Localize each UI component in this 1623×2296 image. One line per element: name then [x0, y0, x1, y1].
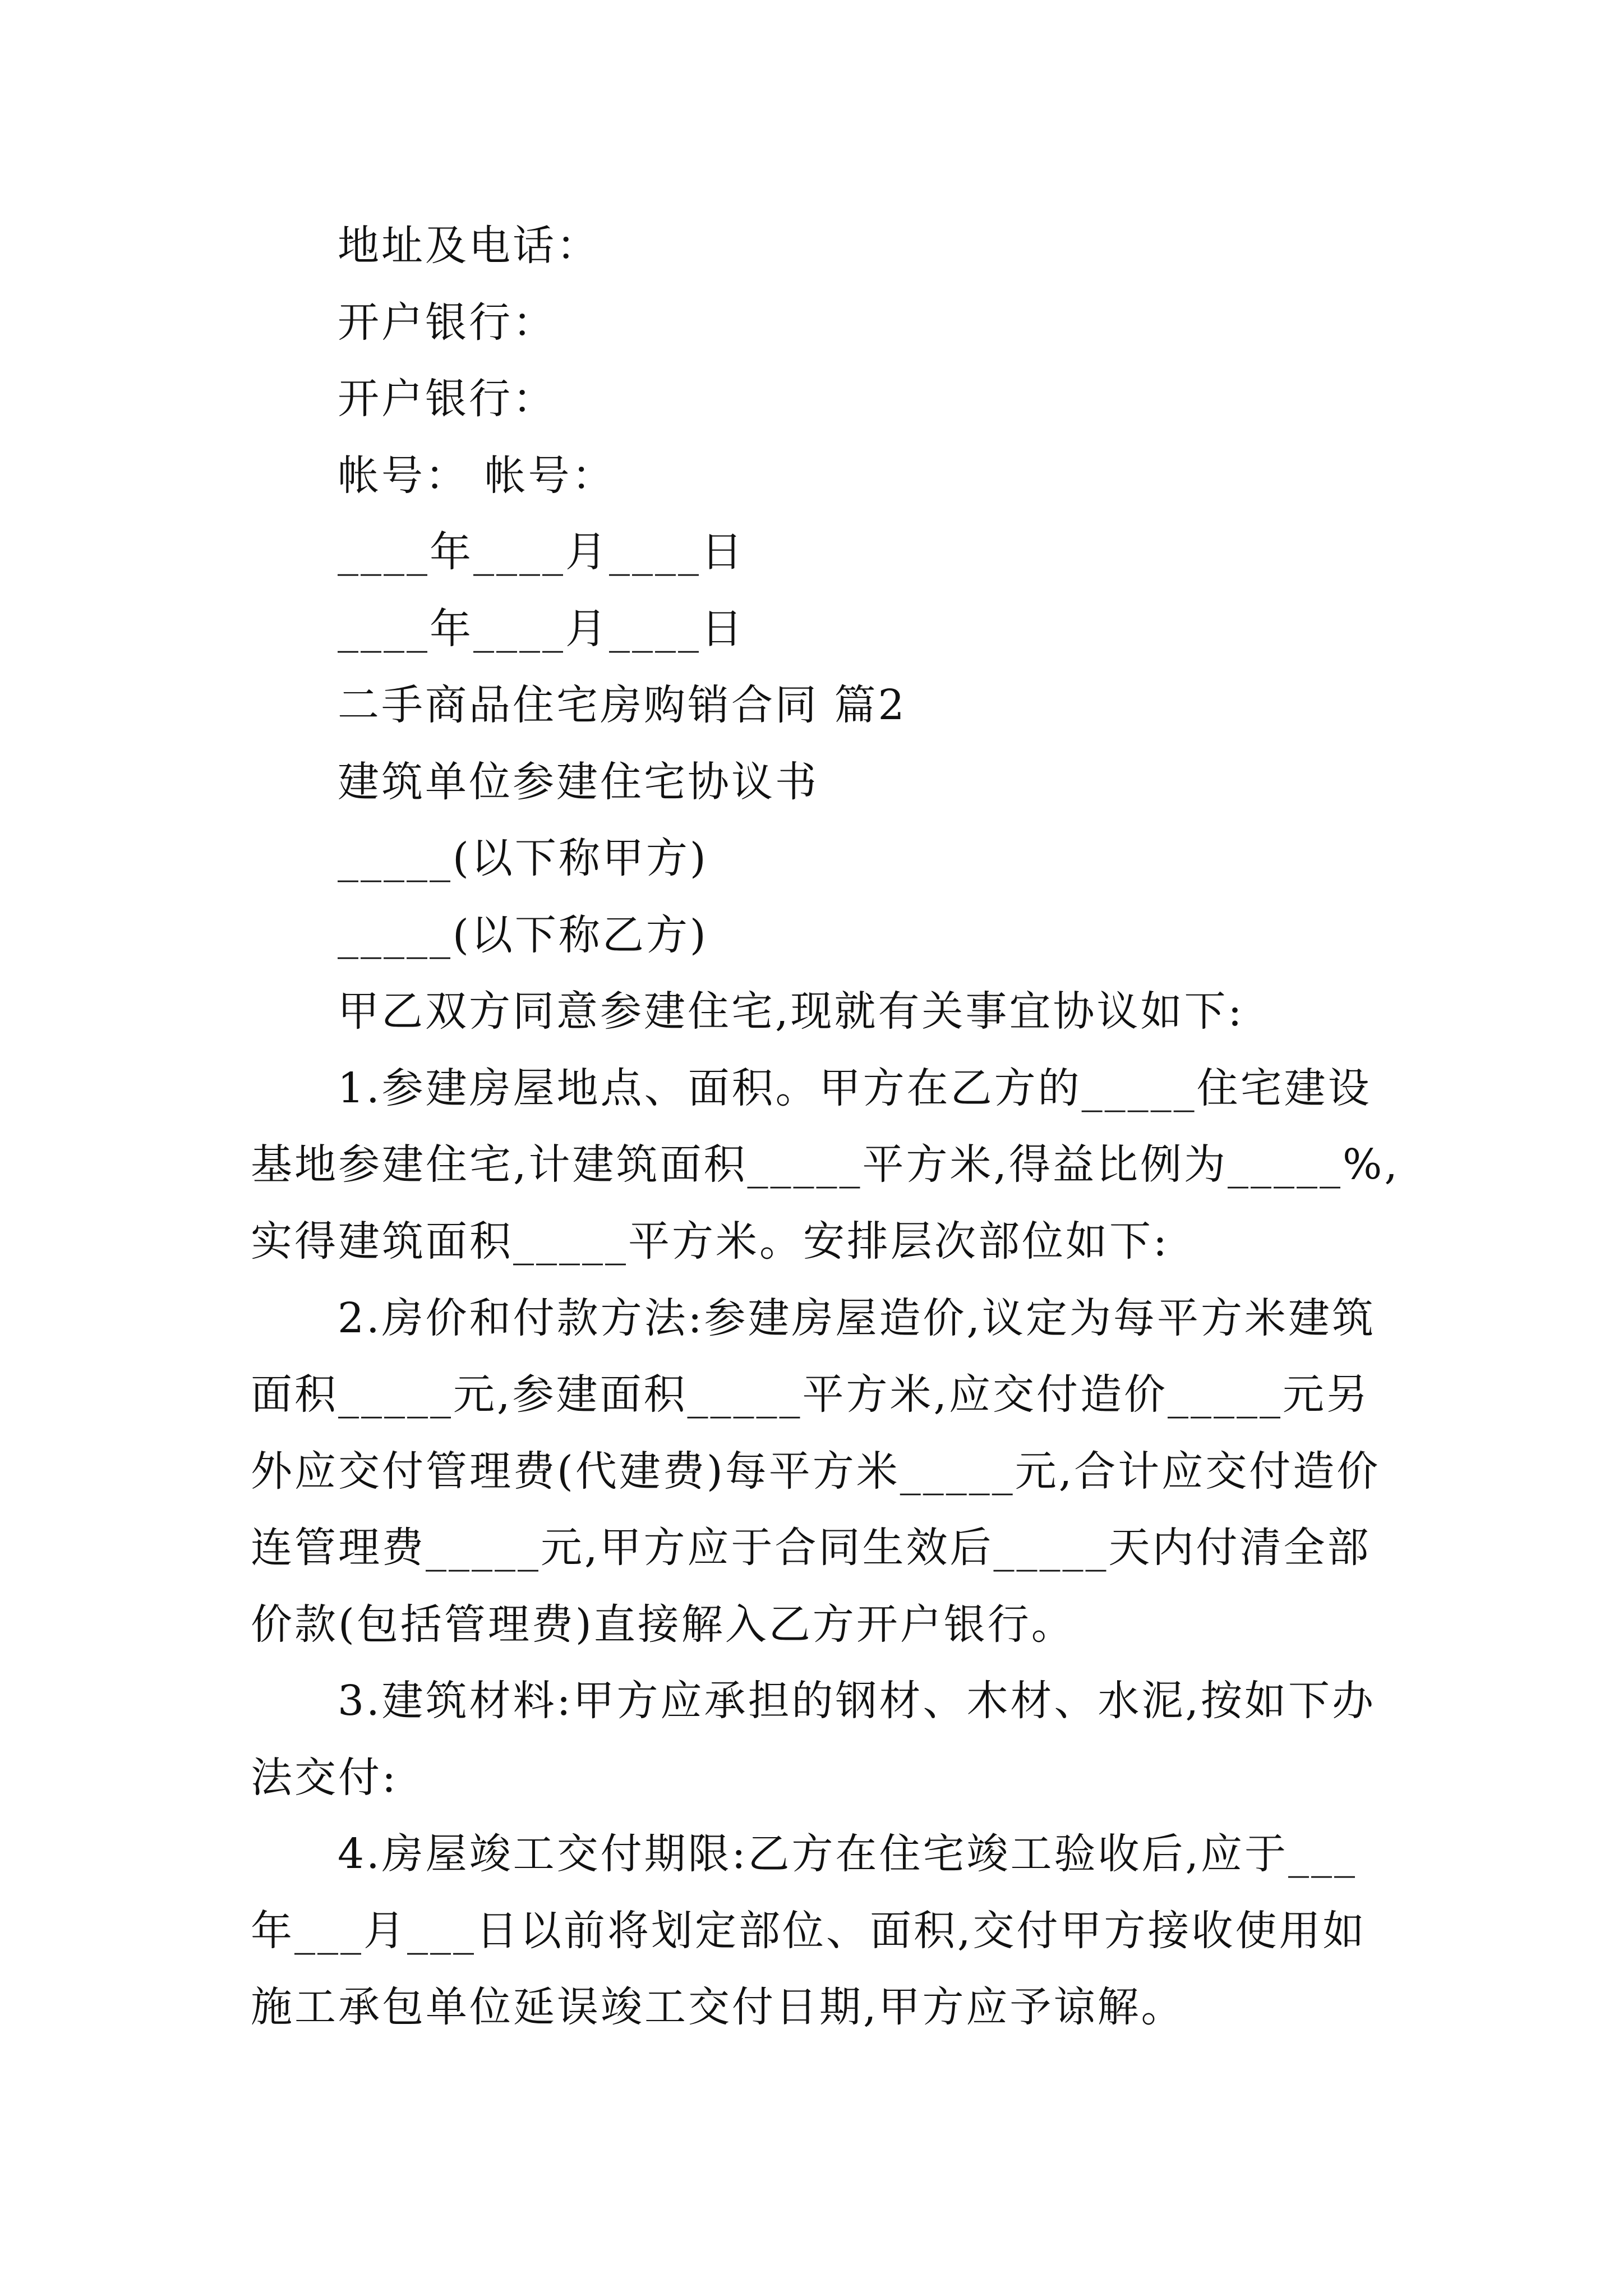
- date-line: ____年____月____日: [338, 605, 745, 653]
- clause-2-line: 连管理费_____元,甲方应于合同生效后_____天内付清全部: [251, 1524, 1371, 1572]
- bank-line: 开户银行：: [338, 375, 556, 423]
- clause-2-line: 外应交付管理费(代建费)每平方米_____元,合计应交付造价: [251, 1447, 1381, 1496]
- clause-1-line: 1.参建房屋地点、面积。甲方在乙方的_____住宅建设: [338, 1064, 1372, 1112]
- clause-1-line: 实得建筑面积_____平方米。安排层次部位如下:: [251, 1217, 1169, 1266]
- clause-4-line: 施工承包单位延误竣工交付日期,甲方应予谅解。: [251, 1983, 1185, 2031]
- clause-4-line: 4.房屋竣工交付期限:乙方在住宅竣工验收后,应于___: [338, 1830, 1358, 1878]
- account-line: 帐号： 帐号：: [338, 452, 616, 500]
- clause-2-line: 面积_____元,参建面积_____平方米,应交付造价_____元另: [251, 1370, 1371, 1419]
- address-phone-line: 地址及电话：: [338, 222, 600, 270]
- clause-4-line: 年___月___日以前将划定部位、面积,交付甲方接收使用如: [251, 1907, 1367, 1955]
- party-a-line: _____(以下称甲方): [338, 834, 708, 882]
- agreement-title: 建筑单位参建住宅协议书: [338, 758, 819, 806]
- bank-line: 开户银行：: [338, 298, 556, 347]
- clause-3-line: 3.建筑材料:甲方应承担的钢材、木材、水泥,按如下办: [338, 1677, 1376, 1725]
- clause-3-line: 法交付:: [251, 1754, 398, 1802]
- date-line: ____年____月____日: [338, 528, 745, 576]
- party-b-line: _____(以下称乙方): [338, 911, 708, 959]
- clause-2-line: 价款(包括管理费)直接解入乙方开户银行。: [251, 1600, 1075, 1649]
- clause-1-line: 基地参建住宅,计建筑面积_____平方米,得益比例为_____%,: [251, 1140, 1400, 1189]
- clause-2-line: 2.房价和付款方法:参建房屋造价,议定为每平方米建筑: [338, 1294, 1376, 1342]
- section-title: 二手商品住宅房购销合同 篇2: [338, 681, 907, 729]
- intro-line: 甲乙双方同意参建住宅,现就有关事宜协议如下:: [338, 987, 1244, 1036]
